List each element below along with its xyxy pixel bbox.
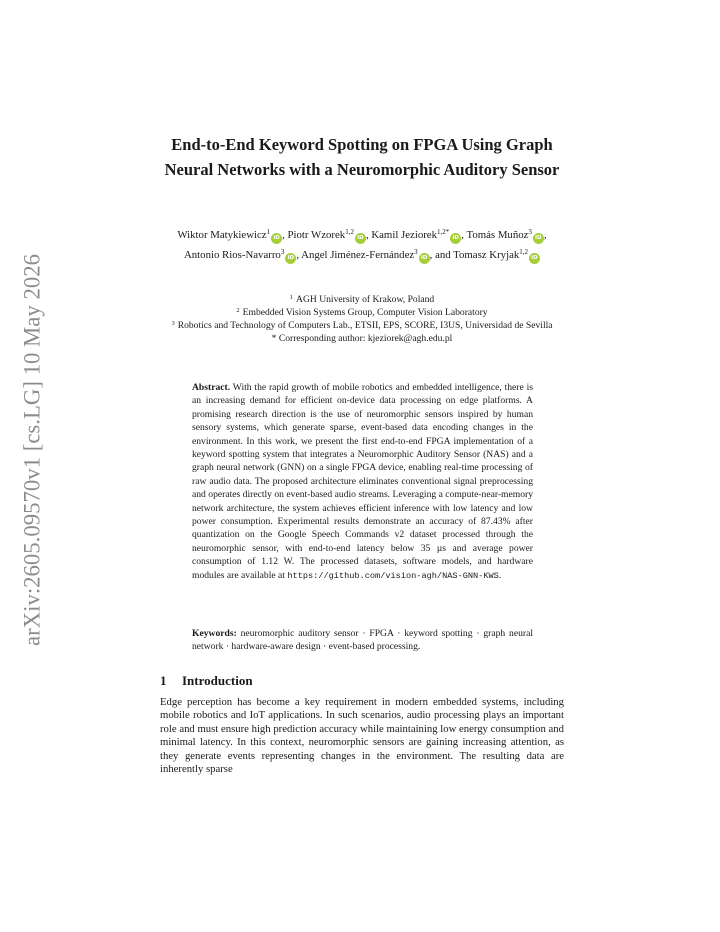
author-name: Angel Jiménez-Fernández — [301, 249, 415, 261]
author — [371, 229, 466, 241]
orcid-icon[interactable]: iD — [450, 233, 461, 244]
author-name: Piotr Wzorek — [287, 229, 346, 241]
orcid-icon[interactable]: iD — [529, 253, 540, 264]
introduction-paragraph: Edge perception has become a key requirement in modern embedded systems, including mobile robotics and IoT applications. In such scenarios, audio processing plays an important role and must ensure high prediction accuracy while maintaining low energy consumption and minimal latency. In this context, neuromorphic sensors are gaining increasing attention, as they generate events representing changes in the environment. The resulting data are inherently sparse — [160, 696, 564, 776]
abstract-tail: . — [498, 569, 502, 581]
arxiv-identifier-text: arXiv:2605.09570v1 [cs.LG] 10 May 2026 — [19, 250, 45, 646]
keywords-text: neuromorphic auditory sensor · FPGA · keyword spotting · graph neural network · hardware-aware design · event-based processing. — [192, 628, 533, 653]
keywords — [192, 627, 533, 654]
corresponding-author-mark: * — [445, 228, 450, 236]
affiliation — [160, 306, 564, 319]
author-separator: , — [543, 229, 547, 241]
author-separator: , — [296, 249, 302, 261]
author-affiliation-mark: 1,2 — [519, 248, 529, 256]
affiliation-number: 3 — [171, 320, 175, 327]
section-number: 1 — [160, 673, 167, 688]
author-separator: , and — [429, 249, 454, 261]
author-affiliation-mark: 1 — [266, 228, 271, 236]
author-affiliation-mark: 3 — [414, 248, 418, 256]
affiliation-number: 2 — [236, 307, 240, 314]
author-affiliation-mark: 3 — [528, 228, 532, 236]
affiliation — [160, 293, 564, 306]
author-affiliation-mark: 1,2 — [437, 228, 446, 236]
repository-link[interactable]: https://github.com/vision-agh/NAS-GNN-KWS — [287, 570, 499, 581]
affiliation-text: * Corresponding author: kjeziorek@agh.edu.pl — [271, 333, 453, 344]
author — [177, 229, 287, 241]
author-name: Tomasz Kryjak — [453, 249, 520, 261]
affiliation-text: Embedded Vision Systems Group, Computer Vision Laboratory — [242, 307, 488, 318]
author — [288, 229, 372, 241]
author — [453, 249, 540, 261]
author-name: Kamil Jeziorek — [371, 229, 438, 241]
abstract — [192, 381, 533, 583]
orcid-icon[interactable]: iD — [285, 253, 296, 264]
author — [301, 249, 453, 261]
affiliation-text: AGH University of Krakow, Poland — [296, 294, 435, 305]
paper-title: End-to-End Keyword Spotting on FPGA Using Graph Neural Networks with a Neuromorphic Auditory Sensor — [164, 135, 560, 179]
affiliation — [160, 319, 564, 332]
affiliation-text: Robotics and Technology of Computers Lab., ETSII, EPS, SCORE, I3US, Universidad de Sevilla — [177, 320, 553, 331]
author-separator: , — [365, 229, 372, 241]
orcid-icon[interactable]: iD — [419, 253, 430, 264]
author — [184, 249, 301, 261]
author — [466, 229, 546, 241]
orcid-icon[interactable]: iD — [271, 233, 282, 244]
abstract-text: With the rapid growth of mobile robotics and embedded intelligence, there is an increasing demand for efficient on-device data processing on edge platforms. A promising research direction is the use of neuromorphic sensors inspired by human sensory systems, which generate sparse, event-based data encoding changes in the environment. In this work, we present the first end-to-end FPGA implementation of a keyword spotting system that integrates a Neuromorphic Auditory Sensor (NAS) and a graph neural network (GNN) on a single FPGA device, enabling real-time processing of raw audio data. The proposed architecture eliminates conventional signal preprocessing and operates directly on event-based audio streams. Leveraging a compute-near-memory network architecture, the system achieves efficient inference with low latency and low power consumption. Experimental results demonstrate an accuracy of 87.43% after quantization on the Google Speech Commands v2 dataset processed through the neuromorphic sensor, with end-to-end latency below 35 µs and average power consumption of 1.12 W. The processed datasets, software models, and hardware modules are available at — [192, 382, 533, 581]
orcid-icon[interactable]: iD — [533, 233, 544, 244]
author-affiliation-mark: 1,2 — [345, 228, 354, 236]
author-name: Tomás Muñoz — [466, 229, 529, 241]
affiliation-list — [160, 293, 564, 345]
orcid-icon[interactable]: iD — [355, 233, 366, 244]
author-list — [160, 225, 564, 265]
abstract-label: Abstract. — [192, 382, 231, 393]
author-name: Antonio Rios-Navarro — [183, 249, 281, 261]
affiliation — [160, 332, 564, 345]
section-title: Introduction — [182, 673, 253, 688]
section-heading — [160, 673, 253, 689]
author-name: Wiktor Matykiewicz — [177, 229, 267, 241]
author-separator: , — [461, 229, 467, 241]
author-affiliation-mark: 3 — [280, 248, 285, 256]
arxiv-identifier — [14, 250, 54, 650]
affiliation-number: 1 — [289, 294, 294, 301]
keywords-label: Keywords: — [192, 628, 237, 639]
author-separator: , — [282, 229, 288, 241]
